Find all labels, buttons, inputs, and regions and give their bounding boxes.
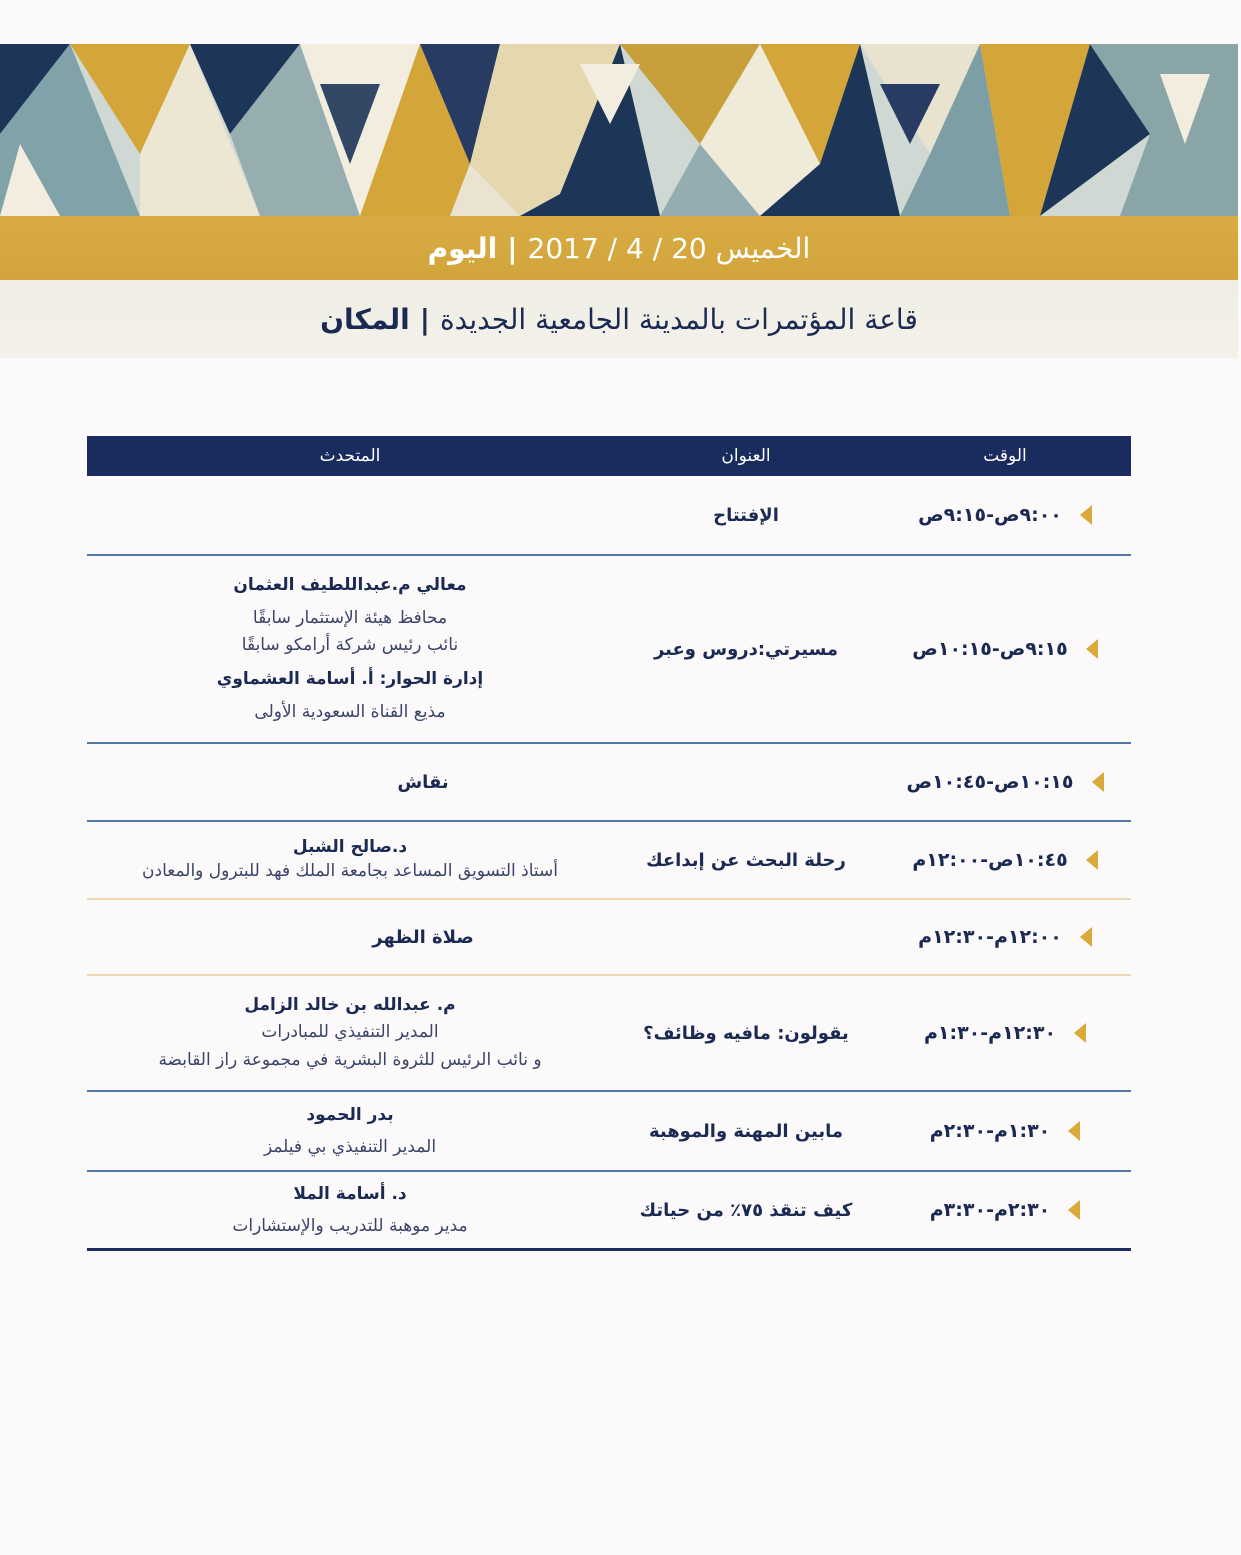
- header-title: العنوان: [721, 446, 771, 466]
- time-cell: [879, 504, 1131, 526]
- speaker-cell: [87, 836, 613, 884]
- speaker-name: معالي م.عبداللطيف العثمان: [233, 575, 467, 596]
- venue-separator: |: [419, 302, 430, 336]
- time-cell: [879, 1120, 1131, 1142]
- merged-cell: نقاش: [397, 771, 449, 793]
- title-cell: رحلة البحث عن إبداعك: [646, 849, 846, 871]
- table-row: [87, 900, 1131, 976]
- time-text: ١٠:٤٥ص-١٢:٠٠م: [912, 849, 1068, 871]
- speaker-cell: [87, 572, 613, 726]
- speaker-role: نائب رئيس شركة أرامكو سابقًا: [241, 635, 459, 656]
- arrow-icon: [1068, 1121, 1080, 1141]
- title-cell: مابين المهنة والموهبة: [648, 1120, 844, 1142]
- arrow-icon: [1074, 1023, 1086, 1043]
- time-text: ١٢:٣٠م-١:٣٠م: [923, 1022, 1057, 1044]
- time-cell: [879, 771, 1131, 793]
- table-row: [87, 1092, 1131, 1172]
- speaker-role: مدير موهبة للتدريب والإستشارات: [232, 1216, 468, 1236]
- merged-cell: صلاة الظهر: [372, 926, 474, 948]
- header-speaker: المتحدث: [319, 446, 381, 466]
- day-separator: |: [507, 231, 518, 265]
- decorative-banner: [0, 44, 1238, 216]
- speaker-role: المدير التنفيذي للمبادرات: [261, 1022, 439, 1043]
- table-row: [87, 1172, 1131, 1251]
- title-cell: يقولون: مافيه وظائف؟: [643, 1022, 849, 1044]
- speaker-cell: [87, 992, 613, 1074]
- speaker-name: د. أسامة الملا: [293, 1183, 407, 1204]
- time-text: ٩:٠٠ص-٩:١٥ص: [918, 504, 1062, 526]
- title-cell: كيف تنقذ ٧٥٪ من حياتك: [639, 1199, 853, 1221]
- time-text: ٢:٣٠م-٣:٣٠م: [929, 1199, 1051, 1221]
- time-cell: [879, 926, 1131, 948]
- speaker-role: المدير التنفيذي بي فيلمز: [263, 1137, 437, 1157]
- speaker-role: و نائب الرئيس للثروة البشرية في مجموعة راز القابضة: [158, 1049, 542, 1070]
- schedule-table: [87, 436, 1131, 1251]
- header-time: الوقت: [983, 446, 1027, 466]
- table-row: [87, 744, 1131, 822]
- table-row: [87, 556, 1131, 744]
- time-text: ١٢:٠٠م-١٢:٣٠م: [918, 926, 1062, 948]
- time-text: ٩:١٥ص-١٠:١٥ص: [912, 638, 1068, 660]
- speaker-role: أستاذ التسويق المساعد بجامعة الملك فهد للبترول والمعادن: [142, 861, 558, 881]
- title-cell: الإفتتاح: [713, 504, 779, 526]
- speaker-role: محافظ هيئة الإستثمار سابقًا: [252, 608, 448, 629]
- moderator-name: إدارة الحوار: أ. أسامة العشماوي: [216, 668, 484, 689]
- moderator-role: مذيع القناة السعودية الأولى: [254, 701, 446, 722]
- day-value: الخميس 20 / 4 / 2017: [527, 231, 811, 265]
- speaker-cell: [87, 1099, 613, 1164]
- title-cell: مسيرتي:دروس وعبر: [653, 638, 839, 660]
- venue-label: المكان: [320, 302, 410, 336]
- time-cell: [879, 1199, 1131, 1221]
- day-label: اليوم: [427, 231, 498, 265]
- day-band: [0, 216, 1238, 280]
- arrow-icon: [1086, 850, 1098, 870]
- arrow-icon: [1086, 639, 1098, 659]
- time-text: ١:٣٠م-٢:٣٠م: [929, 1120, 1051, 1142]
- time-cell: [879, 638, 1131, 660]
- table-row: [87, 822, 1131, 900]
- time-cell: [879, 1022, 1131, 1044]
- time-text: ١٠:١٥ص-١٠:٤٥ص: [906, 771, 1074, 793]
- speaker-name: بدر الحمود: [306, 1104, 394, 1125]
- arrow-icon: [1080, 927, 1092, 947]
- arrow-icon: [1068, 1200, 1080, 1220]
- venue-value: قاعة المؤتمرات بالمدينة الجامعية الجديدة: [439, 302, 918, 336]
- time-cell: [879, 849, 1131, 871]
- speaker-name: م. عبدالله بن خالد الزامل: [244, 995, 456, 1016]
- speaker-cell: [87, 1178, 613, 1243]
- arrow-icon: [1092, 772, 1104, 792]
- speaker-name: د.صالح الشبل: [292, 837, 408, 858]
- table-row: [87, 476, 1131, 556]
- venue-band: [0, 280, 1238, 358]
- table-row: [87, 976, 1131, 1092]
- arrow-icon: [1080, 505, 1092, 525]
- table-header: [87, 436, 1131, 476]
